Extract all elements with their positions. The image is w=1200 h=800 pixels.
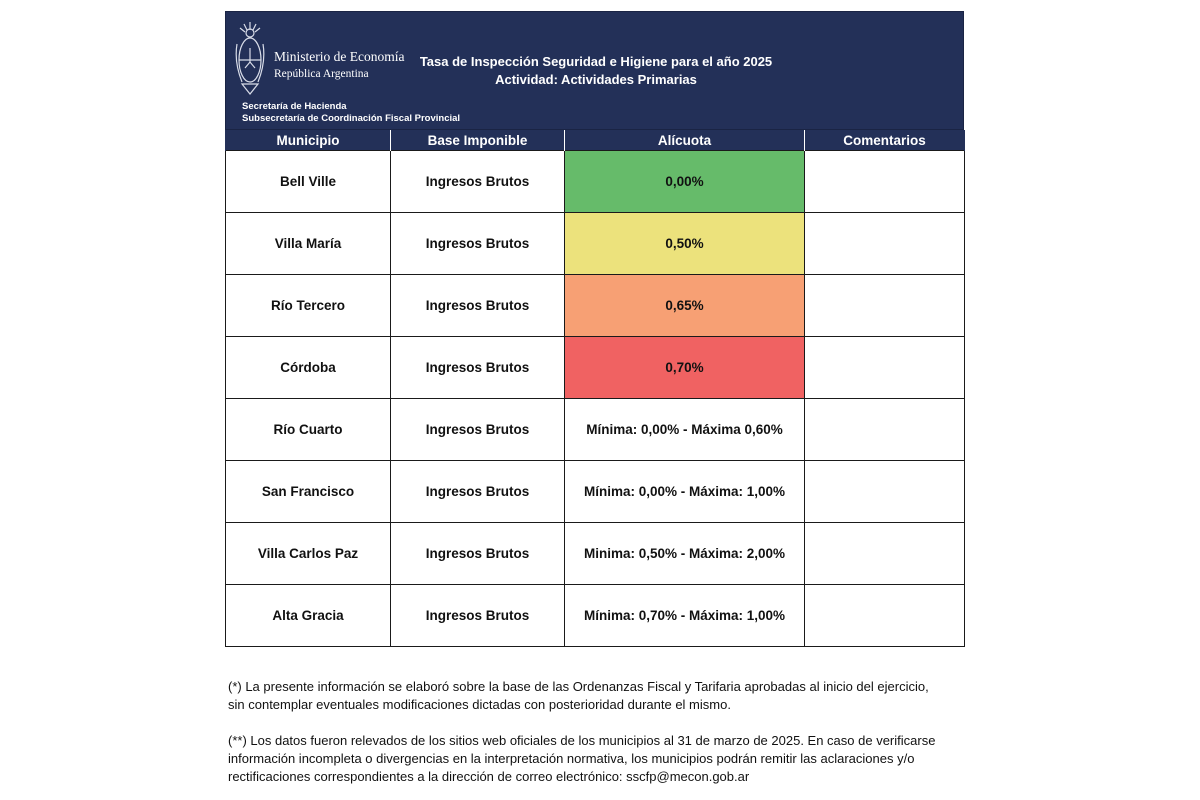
subsecretaria-label: Subsecretaría de Coordinación Fiscal Provincial [242, 113, 461, 124]
base-imponible-cell: Ingresos Brutos [391, 213, 565, 275]
alicuota-cell: Minima: 0,50% - Máxima: 2,00% [565, 523, 805, 585]
comentarios-cell [805, 461, 965, 523]
column-header-alicuota: Alícuota [565, 130, 805, 151]
table-row [226, 337, 965, 399]
document-header [225, 11, 964, 130]
municipio-cell: Villa María [226, 213, 391, 275]
footnotes [228, 678, 944, 786]
comentarios-cell [805, 275, 965, 337]
document [225, 11, 964, 647]
municipio-cell: Villa Carlos Paz [226, 523, 391, 585]
municipio-cell: Alta Gracia [226, 585, 391, 647]
table-row [226, 585, 965, 647]
secretaria-label: Secretaría de Hacienda [242, 101, 347, 112]
column-header-comentarios: Comentarios [805, 130, 965, 151]
base-imponible-cell: Ingresos Brutos [391, 337, 565, 399]
rates-table [225, 130, 965, 647]
alicuota-cell: 0,50% [565, 213, 805, 275]
comentarios-cell [805, 337, 965, 399]
comentarios-cell [805, 151, 965, 213]
base-imponible-cell: Ingresos Brutos [391, 461, 565, 523]
table-row [226, 213, 965, 275]
base-imponible-cell: Ingresos Brutos [391, 151, 565, 213]
coat-of-arms-icon [234, 18, 266, 100]
document-subtitle: Actividad: Actividades Primarias [495, 72, 697, 87]
comentarios-cell [805, 585, 965, 647]
comentarios-cell [805, 399, 965, 461]
municipio-cell: Córdoba [226, 337, 391, 399]
table-row [226, 151, 965, 213]
alicuota-cell: 0,65% [565, 275, 805, 337]
municipio-cell: Río Tercero [226, 275, 391, 337]
base-imponible-cell: Ingresos Brutos [391, 585, 565, 647]
column-header-base-imponible: Base Imponible [391, 130, 565, 151]
municipio-cell: San Francisco [226, 461, 391, 523]
comentarios-cell [805, 523, 965, 585]
base-imponible-cell: Ingresos Brutos [391, 523, 565, 585]
alicuota-cell: Mínima: 0,70% - Máxima: 1,00% [565, 585, 805, 647]
ministry-country: República Argentina [274, 68, 369, 80]
footnote-1: (*) La presente información se elaboró sobre la base de las Ordenanzas Fiscal y Tarifaria aprobadas al inicio del ejercicio, sin contemplar eventuales modificaciones dictadas con posterioridad durante el mismo. [228, 679, 929, 712]
base-imponible-cell: Ingresos Brutos [391, 275, 565, 337]
column-header-municipio: Municipio [226, 130, 391, 151]
table-row [226, 461, 965, 523]
alicuota-cell: 0,00% [565, 151, 805, 213]
table-row [226, 275, 965, 337]
table-row [226, 523, 965, 585]
table-row [226, 399, 965, 461]
table-header-row [226, 130, 965, 151]
alicuota-cell: Mínima: 0,00% - Máxima: 1,00% [565, 461, 805, 523]
municipio-cell: Río Cuarto [226, 399, 391, 461]
base-imponible-cell: Ingresos Brutos [391, 399, 565, 461]
alicuota-cell: 0,70% [565, 337, 805, 399]
document-title: Tasa de Inspección Seguridad e Higiene para el año 2025 [419, 54, 773, 69]
ministry-name: Ministerio de Economía [274, 49, 405, 64]
comentarios-cell [805, 213, 965, 275]
alicuota-cell: Mínima: 0,00% - Máxima 0,60% [565, 399, 805, 461]
municipio-cell: Bell Ville [226, 151, 391, 213]
footnote-2: (**) Los datos fueron relevados de los sitios web oficiales de los municipios al 31 de marzo de 2025. En caso de verificarse información incompleta o divergencias en la interpretación normativa, los municipios podrán remitir las aclaraciones y/o rectificaciones correspondientes a la dirección de correo electrónico: sscfp@mecon.gob.ar [228, 733, 936, 784]
